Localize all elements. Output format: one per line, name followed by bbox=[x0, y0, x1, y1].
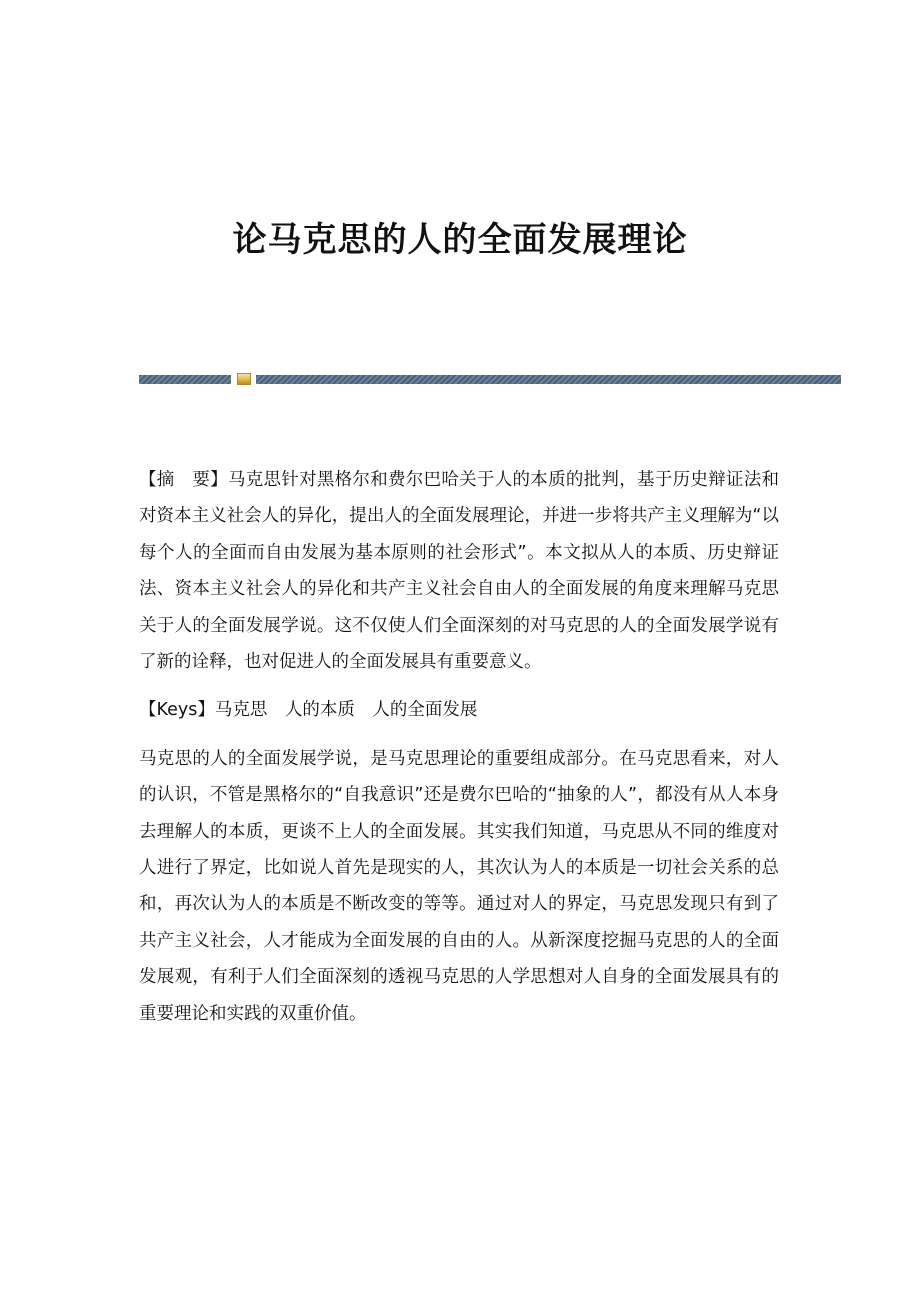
divider-bar-right bbox=[256, 375, 841, 384]
divider-bar-left bbox=[139, 375, 231, 384]
title-divider bbox=[139, 375, 841, 384]
abstract-paragraph bbox=[139, 462, 779, 680]
keywords-label: 【Keys】 bbox=[139, 700, 215, 721]
intro-paragraph: 马克思的人的全面发展学说，是马克思理论的重要组成部分。在马克思看来，对人的认识，不管是黑格尔的“自我意识”还是费尔巴哈的“抽象的人”，都没有从人本身去理解人的本质，更谈不上人的全面发展。其实我们知道，马克思从不同的维度对人进行了界定，比如说人首先是现实的人，其次认为人的本质是一切社会关系的总和，再次认为人的本质是不断改变的等等。通过对人的界定，马克思发现只有到了共产主义社会，人才能成为全面发展的自由的人。从新深度挖掘马克思的人的全面发展观，有利于人们全面深刻的透视马克思的人学思想对人自身的全面发展具有的重要理论和实践的双重价值。 bbox=[139, 748, 779, 1024]
keywords-line bbox=[139, 692, 779, 728]
document-title: 论马克思的人的全面发展理论 bbox=[232, 220, 688, 260]
abstract-label: 【摘 要】 bbox=[139, 470, 228, 490]
keyword: 人的本质 bbox=[284, 700, 355, 721]
document-body bbox=[139, 462, 779, 1032]
abstract-text: 马克思针对黑格尔和费尔巴哈关于人的本质的批判，基于历史辩证法和对资本主义社会人的异化，提出人的全面发展理论，并进一步将共产主义理解为“以每个人的全面而自由发展为基本原则的社会形式”。本文拟从人的本质、历史辩证法、资本主义社会人的异化和共产主义社会自由人的全面发展的角度来理解马克思关于人的全面发展学说。这不仅使人们全面深刻的对马克思的人的全面发展学说有了新的诠释，也对促进人的全面发展具有重要意义。 bbox=[139, 470, 780, 673]
divider-emblem-icon bbox=[237, 373, 251, 385]
keyword: 人的全面发展 bbox=[372, 700, 478, 721]
keyword: 马克思 bbox=[214, 700, 268, 721]
